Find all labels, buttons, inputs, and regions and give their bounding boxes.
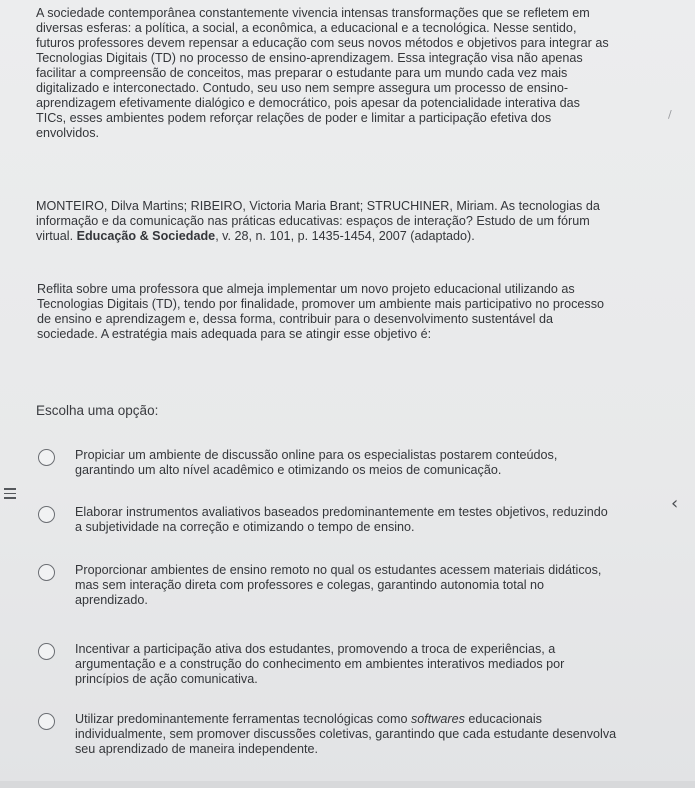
radio-button[interactable] — [38, 506, 55, 523]
reference-citation — [36, 199, 658, 244]
option-line: mas sem interação direta com professores e colegas, garantindo autonomia total no — [75, 578, 545, 592]
question-line: Tecnologias Digitais (TD), tendo por finalidade, promover um ambiente mais participativo no processo — [37, 297, 604, 311]
context-line: diversas esferas: a política, a social, a econômica, a educacional e a tecnológica. Nesse sentido, — [36, 21, 577, 35]
context-line: futuros professores devem repensar a educação com seus novos métodos e objetivos para integrar as — [36, 36, 609, 50]
option-text[interactable] — [75, 712, 616, 757]
answer-option-d[interactable] — [38, 642, 658, 687]
context-line: digitalizado e interconectado. Contudo, seu uso nem sempre assegura um processo de ensino- — [36, 81, 569, 95]
option-line — [75, 712, 616, 727]
bottom-divider — [0, 781, 695, 788]
context-line: TICs, esses ambientes podem reforçar relações de poder e limitar a participação efetiva dos — [36, 111, 552, 125]
menu-icon[interactable] — [4, 488, 16, 500]
context-text — [36, 6, 658, 141]
reference-suffix: , v. 28, n. 101, p. 1435-1454, 2007 (adaptado). — [215, 229, 475, 243]
option-line: princípios de ação comunicativa. — [75, 672, 258, 686]
option-text[interactable] — [75, 448, 557, 478]
question-line: Reflita sobre uma professora que almeja implementar um novo projeto educacional utilizando as — [37, 282, 575, 296]
option-line-prefix: Utilizar predominantemente ferramentas tecnológicas como — [75, 712, 411, 726]
pen-mark-icon: / — [668, 108, 672, 121]
option-line: aprendizado. — [75, 593, 148, 607]
option-line: seu aprendizado de maneira independente. — [75, 742, 318, 756]
context-line: aprendizagem efetivamente dialógico e democrático, pois apesar da potencialidade interativa das — [36, 96, 580, 110]
option-line: garantindo um alto nível acadêmico e otimizando os meios de comunicação. — [75, 463, 502, 477]
reference-prefix: virtual. — [36, 229, 77, 243]
option-line: individualmente, sem promover discussões coletivas, garantindo que cada estudante desenvolva — [75, 727, 617, 741]
question-statement — [37, 282, 659, 342]
answer-option-c[interactable] — [38, 563, 658, 608]
option-line: Incentivar a participação ativa dos estudantes, promovendo a troca de experiências, a — [75, 642, 556, 656]
radio-button[interactable] — [38, 643, 55, 660]
option-text[interactable] — [75, 505, 608, 535]
option-line: Propiciar um ambiente de discussão online para os especialistas postarem conteúdos, — [75, 448, 558, 462]
reference-line — [36, 229, 658, 244]
option-italic-term: softwares — [411, 712, 465, 726]
reference-line: informação e da comunicação nas práticas educativas: espaços de interação? Estudo de um fórum — [36, 214, 590, 228]
context-line: facilitar a compreensão de conceitos, mas preparar o estudante para um mundo cada vez mais — [36, 66, 568, 80]
option-line: argumentação e a construção do conhecimento em ambientes interativos mediados por — [75, 657, 565, 671]
option-line: Elaborar instrumentos avaliativos baseados predominantemente em testes objetivos, reduzindo — [75, 505, 608, 519]
answer-option-b[interactable] — [38, 505, 658, 535]
context-line: A sociedade contemporânea constantemente vivencia intensas transformações que se refletem em — [36, 6, 590, 20]
question-line: de ensino e aprendizagem e, dessa forma, contribuir para o desenvolvimento sustentável da — [37, 312, 553, 326]
chevron-left-icon[interactable]: ‹ — [671, 493, 679, 514]
option-line-suffix: educacionais — [464, 712, 542, 726]
context-line: Tecnologias Digitais (TD) no processo de ensino-aprendizagem. Essa integração visa não apenas — [36, 51, 583, 65]
option-line: Proporcionar ambientes de ensino remoto no qual os estudantes acessem materiais didáticos, — [75, 563, 602, 577]
journal-title: Educação & Sociedade — [76, 229, 216, 243]
radio-button[interactable] — [38, 713, 55, 730]
context-line: envolvidos. — [36, 126, 100, 140]
reference-line: MONTEIRO, Dilva Martins; RIBEIRO, Victoria Maria Brant; STRUCHINER, Miriam. As tecnologias da — [36, 199, 600, 213]
option-text[interactable] — [75, 642, 564, 687]
answer-option-e[interactable] — [38, 712, 658, 757]
choose-option-label: Escolha uma opção: — [36, 403, 159, 418]
radio-button[interactable] — [38, 449, 55, 466]
option-line: a subjetividade na correção e otimizando o tempo de ensino. — [75, 520, 415, 534]
question-line: sociedade. A estratégia mais adequada para se atingir esse objetivo é: — [37, 327, 432, 341]
answer-option-a[interactable] — [38, 448, 658, 478]
option-text[interactable] — [75, 563, 601, 608]
radio-button[interactable] — [38, 564, 55, 581]
